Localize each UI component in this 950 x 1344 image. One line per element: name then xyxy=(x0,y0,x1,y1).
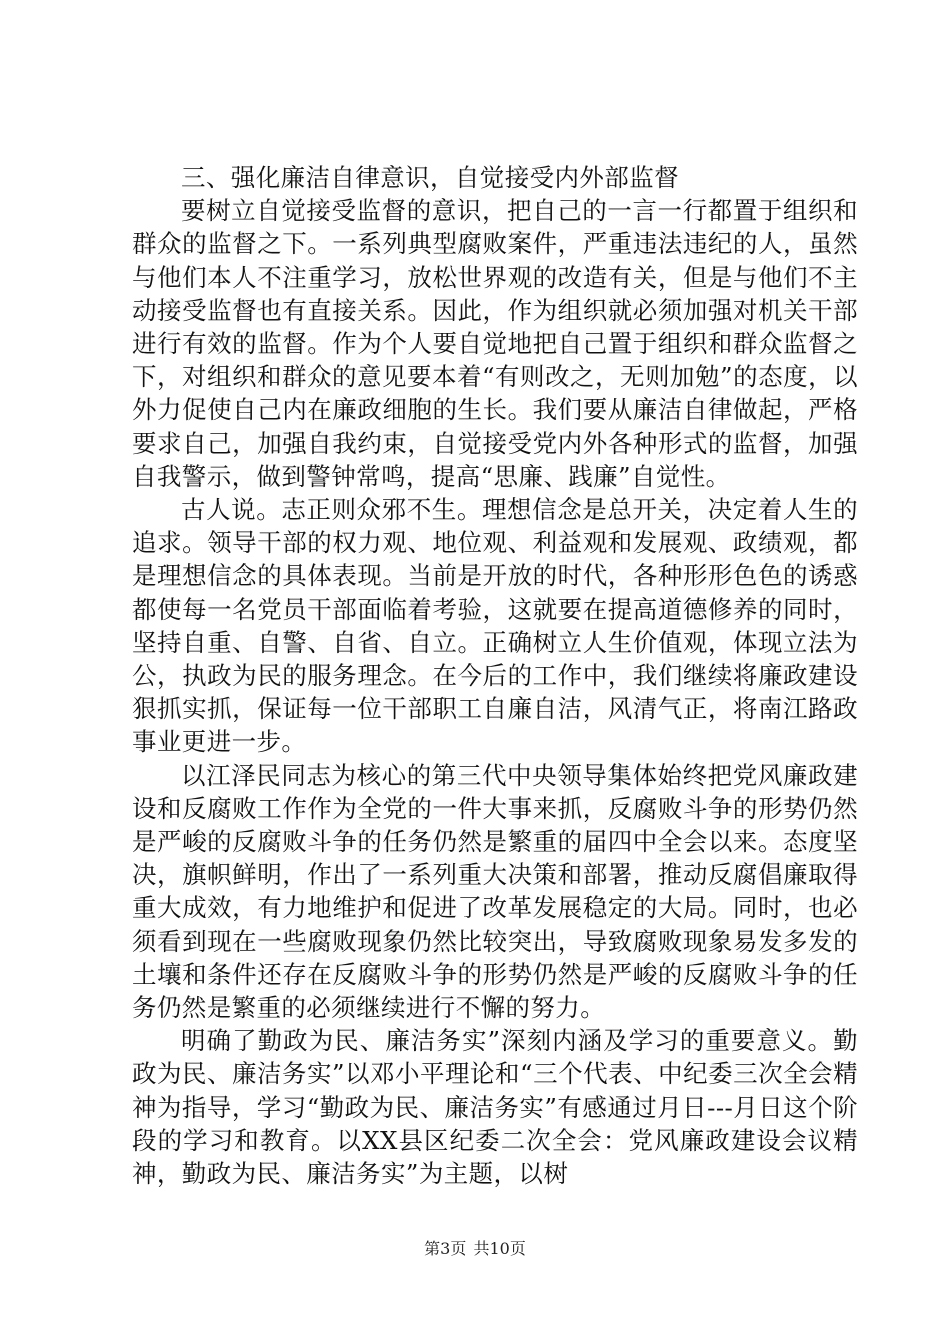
document-body xyxy=(132,161,858,1190)
page-number: 第3页 xyxy=(424,1239,467,1258)
paragraph-2: 古人说。志正则众邪不生。理想信念是总开关，决定着人生的追求。领导干部的权力观、地位观、利益观和发展观、政绩观，都是理想信念的具体表现。当前是开放的时代，各种形形色色的诱惑都使每一名党员干部面临着考验，这就要在提高道德修养的同时，坚持自重、自警、自省、自立。正确树立人生价值观，体现立法为公，执政为民的服务理念。在今后的工作中，我们继续将廉政建设狠抓实抓，保证每一位干部职工自廉自洁，风清气正，将南江路政事业更进一步。 xyxy=(132,495,858,757)
page-total: 共10页 xyxy=(473,1239,526,1258)
page-footer xyxy=(0,1239,950,1259)
section-heading: 三、强化廉洁自律意识，自觉接受内外部监督 xyxy=(181,163,679,192)
paragraph-4: 明确了勤政为民、廉洁务实”深刻内涵及学习的重要意义。勤政为民、廉洁务实”以邓小平理论和“三个代表、中纪委三次全会精神为指导，学习“勤政为民、廉洁务实”有感通过月日---月日这个阶段的学习和教育。以XX县区纪委二次全会：党风廉政建设会议精神，勤政为民、廉洁务实”为主题，以树 xyxy=(132,1026,858,1189)
paragraph-1: 要树立自觉接受监督的意识，把自己的一言一行都置于组织和群众的监督之下。一系列典型腐败案件，严重违法违纪的人，虽然与他们本人不注重学习，放松世界观的改造有关，但是与他们不主动接受监督也有直接关系。因此，作为组织就必须加强对机关干部进行有效的监督。作为个人要自觉地把自己置于组织和群众监督之下，对组织和群众的意见要本着“有则改之，无则加勉”的态度，以外力促使自己内在廉政细胞的生长。我们要从廉洁自律做起，严格要求自己，加强自我约束，自觉接受党内外各种形式的监督，加强自我警示，做到警钟常鸣，提高“思廉、践廉”自觉性。 xyxy=(132,196,858,491)
paragraph-3: 以江泽民同志为核心的第三代中央领导集体始终把党风廉政建设和反腐败工作作为全党的一件大事来抓，反腐败斗争的形势仍然是严峻的反腐败斗争的任务仍然是繁重的届四中全会以来。态度坚决，旗帜鲜明，作出了一系列重大决策和部署，推动反腐倡廉取得重大成效，有力地维护和促进了改革发展稳定的大局。同时，也必须看到现在一些腐败现象仍然比较突出，导致腐败现象易发多发的土壤和条件还存在反腐败斗争的形势仍然是严峻的反腐败斗争的任务仍然是繁重的必须继续进行不懈的努力。 xyxy=(132,760,858,1023)
